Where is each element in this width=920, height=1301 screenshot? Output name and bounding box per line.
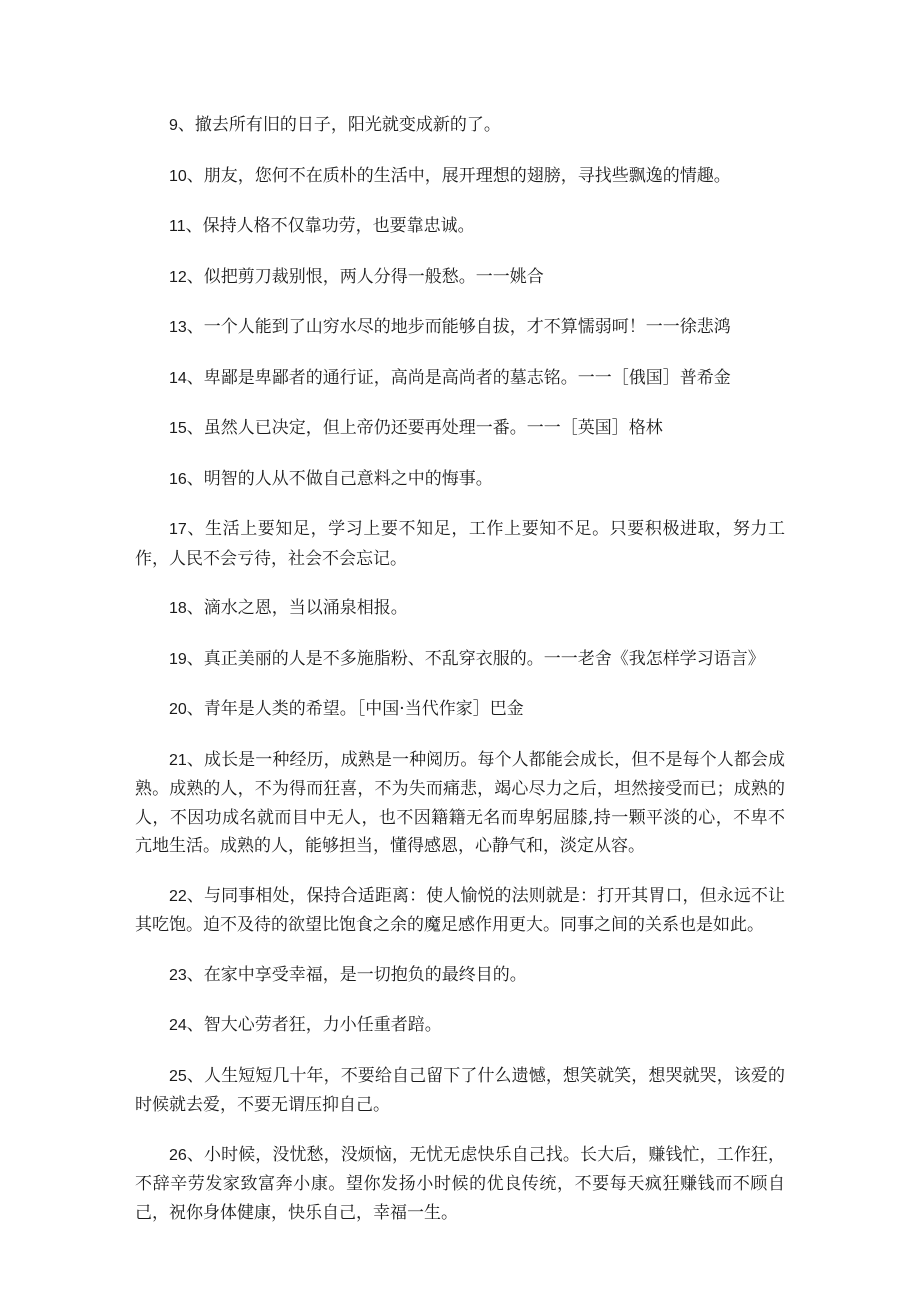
item-text: 成长是一种经历，成熟是一种阅历。每个人都能会成长，但不是每个人都会成熟。成熟的人，不为得而狂喜，不为失而痛悲，竭心尽力之后，坦然接受而已；成熟的人，不因功成名就而目中无人，也不因籍籍无名而卑躬屈膝,持一颗平淡的心，不卑不亢地生活。成熟的人，能够担当，懂得感恩，心静气和，淡定从容。	[135, 749, 786, 856]
item-number: 25	[169, 1067, 187, 1085]
item-separator: 、	[186, 468, 204, 489]
item-text: 卑鄙是卑鄙者的通行证，高尚是高尚者的墓志铭。一一［俄国］普希金	[203, 367, 731, 388]
item-separator: 、	[186, 964, 204, 985]
item-separator: 、	[186, 648, 204, 669]
list-item	[135, 414, 785, 444]
item-number: 14	[169, 369, 187, 387]
item-number: 22	[169, 887, 187, 905]
item-number: 26	[169, 1146, 187, 1164]
list-item	[135, 313, 785, 343]
list-item	[135, 1062, 785, 1120]
list-item	[135, 465, 785, 495]
item-number: 13	[169, 319, 187, 336]
item-text: 小时候，没忧愁，没烦恼，无忧无虑快乐自己找。长大后，赚钱忙，工作狂，不辞辛劳发家致富奔小康。望你发扬小时候的优良传统，不要每天疯狂赚钱而不顾自己，祝你身体健康，快乐自己，幸福一生。	[135, 1144, 786, 1223]
item-separator: 、	[186, 749, 204, 770]
quote-list	[135, 111, 785, 1248]
list-item	[135, 961, 785, 991]
list-item	[135, 364, 785, 394]
item-separator: 、	[186, 519, 205, 539]
list-item	[135, 1011, 785, 1041]
list-item	[135, 111, 785, 141]
item-separator: 、	[185, 216, 203, 236]
item-separator: 、	[186, 165, 204, 186]
item-number: 18	[169, 600, 187, 617]
item-number: 11	[169, 218, 186, 235]
item-number: 15	[169, 420, 187, 437]
item-number: 24	[169, 1017, 187, 1034]
item-separator: 、	[186, 266, 204, 287]
item-text: 真正美丽的人是不多施脂粉、不乱穿衣服的。一一老舍《我怎样学习语言》	[203, 648, 765, 669]
item-number: 17	[169, 521, 187, 538]
item-number: 19	[169, 650, 187, 668]
item-text: 人生短短几十年，不要给自己留下了什么遗憾，想笑就笑，想哭就哭，该爱的时候就去爱，不要无谓压抑自己。	[135, 1065, 786, 1115]
list-item	[135, 594, 785, 624]
item-number: 9	[169, 117, 178, 134]
item-number: 12	[169, 268, 187, 286]
item-separator: 、	[186, 1144, 204, 1165]
list-item	[135, 645, 785, 675]
list-item	[135, 263, 785, 293]
item-text: 撤去所有旧的日子，阳光就变成新的了。	[194, 115, 501, 135]
item-text: 与同事相处，保持合适距离：使人愉悦的法则就是：打开其胃口，但永远不让其吃饱。迫不及待的欲望比饱食之余的魔足感作用更大。同事之间的关系也是如此。	[135, 885, 786, 935]
list-item	[135, 515, 785, 573]
item-number: 10	[169, 167, 187, 185]
item-text: 滴水之恩，当以涌泉相报。	[203, 598, 408, 618]
list-item	[135, 695, 785, 725]
item-number: 16	[169, 470, 187, 488]
list-item	[135, 212, 785, 242]
item-text: 青年是人类的希望。［中国·当代作家］巴金	[203, 699, 524, 719]
item-text: 生活上要知足，学习上要不知足，工作上要知不足。只要积极进取，努力工作，人民不会亏待，社会不会忘记。	[135, 519, 786, 569]
item-text: 朋友，您何不在质朴的生活中，展开理想的翅膀，寻找些飘逸的情趣。	[203, 165, 731, 186]
item-separator: 、	[186, 317, 204, 337]
item-text: 智大心劳者狂，力小任重者踣。	[203, 1015, 442, 1035]
item-number: 21	[169, 751, 187, 769]
item-separator: 、	[186, 699, 204, 719]
item-text: 虽然人已决定，但上帝仍还要再处理一番。一一［英国］格林	[203, 418, 663, 438]
item-separator: 、	[186, 418, 204, 438]
item-separator: 、	[186, 367, 204, 388]
item-text: 在家中享受幸福，是一切抱负的最终目的。	[203, 964, 527, 985]
item-text: 保持人格不仅靠功劳，也要靠忠诚。	[202, 216, 475, 236]
item-text: 一个人能到了山穷水尽的地步而能够自拔，才不算懦弱呵！一一徐悲鸿	[203, 317, 731, 337]
item-separator: 、	[186, 1015, 204, 1035]
list-item	[135, 162, 785, 192]
item-separator: 、	[186, 1065, 204, 1086]
list-item	[135, 882, 785, 940]
item-separator: 、	[186, 885, 204, 906]
item-number: 20	[169, 701, 187, 718]
item-text: 明智的人从不做自己意料之中的悔事。	[203, 468, 493, 489]
item-separator: 、	[177, 115, 195, 135]
item-number: 23	[169, 966, 187, 984]
item-separator: 、	[186, 598, 204, 618]
item-text: 似把剪刀裁别恨，两人分得一般愁。一一姚合	[203, 266, 544, 287]
list-item	[135, 1141, 785, 1228]
list-item	[135, 746, 785, 861]
